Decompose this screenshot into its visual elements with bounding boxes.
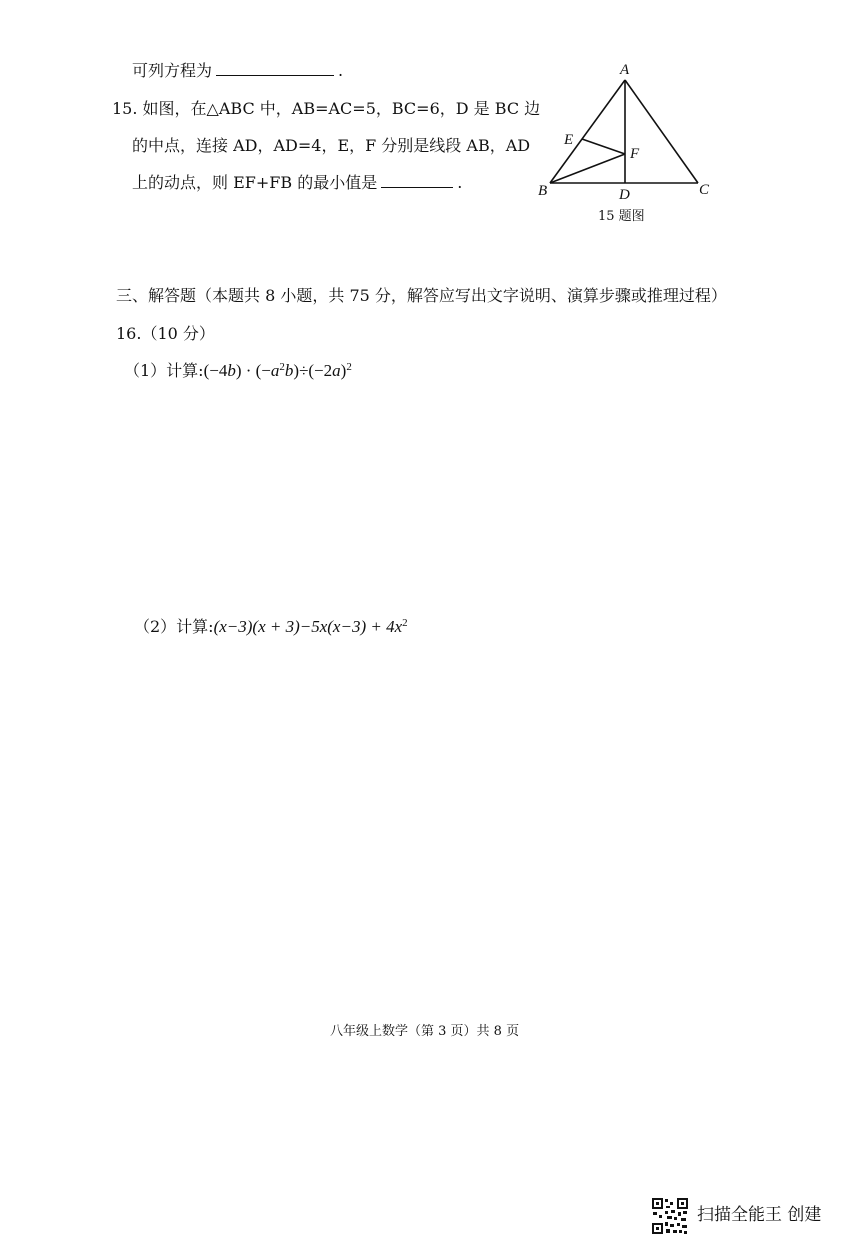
q15-line-3	[132, 170, 462, 193]
label-c: C	[699, 182, 710, 198]
q14-tail-text: 可列方程为	[132, 61, 213, 80]
expr-part: )÷(−2	[293, 361, 333, 380]
q15-line-3-end: .	[457, 173, 463, 192]
expr-var: a	[332, 361, 341, 380]
label-f: F	[630, 146, 640, 162]
label-e: E	[564, 132, 574, 148]
q16-header: 16.（10 分）	[116, 324, 215, 343]
label-a: A	[620, 62, 630, 78]
qr-code-icon	[651, 1197, 689, 1235]
label-d: D	[619, 187, 630, 203]
side-ac	[625, 80, 698, 183]
q15-line-1: 15. 如图，在△ABC 中，AB=AC=5，BC=6，D 是 BC 边	[112, 99, 541, 118]
q14-tail	[132, 58, 343, 81]
expr-part: (−4	[203, 361, 228, 380]
expr-part: ) · (−	[235, 361, 271, 380]
expr-var: a	[270, 361, 280, 380]
page-footer: 八年级上数学（第 3 页）共 8 页	[330, 1024, 520, 1039]
label-b: B	[538, 183, 548, 199]
side-ab	[550, 80, 625, 183]
q16-part-1-expression	[204, 361, 352, 380]
figure-caption: 15 题图	[598, 209, 645, 224]
q15-answer-blank[interactable]	[381, 173, 453, 188]
q16-part-2	[134, 614, 408, 637]
q15-triangle-figure	[530, 58, 730, 233]
q16-part-2-expression	[214, 617, 408, 636]
expr-exponent: 2	[402, 617, 408, 629]
expr-var: b	[284, 361, 294, 380]
expr-part: )	[340, 361, 347, 380]
q15-line-2: 的中点，连接 AD，AD=4，E，F 分别是线段 AB，AD	[132, 136, 531, 155]
q16-part-1-label: （1）计算:	[124, 361, 204, 380]
watermark-text: 扫描全能王 创建	[697, 1205, 822, 1225]
q15-line-3-text: 上的动点，则 EF+FB 的最小值是	[132, 173, 378, 192]
expr-var: b	[227, 361, 236, 380]
segment-ef	[582, 139, 625, 154]
expr-exponent: 2	[346, 361, 352, 373]
q14-answer-blank[interactable]	[216, 61, 334, 76]
q16-part-1	[124, 358, 352, 381]
q14-tail-end: .	[338, 61, 344, 80]
expr-exponent: 2	[279, 361, 285, 373]
expr-body: (x−3)(x + 3)−5x(x−3) + 4x	[213, 617, 403, 636]
q16-part-2-label: （2）计算:	[134, 617, 214, 636]
section-3-heading: 三、解答题（本题共 8 小题，共 75 分，解答应写出文字说明、演算步骤或推理过程）	[116, 286, 727, 305]
